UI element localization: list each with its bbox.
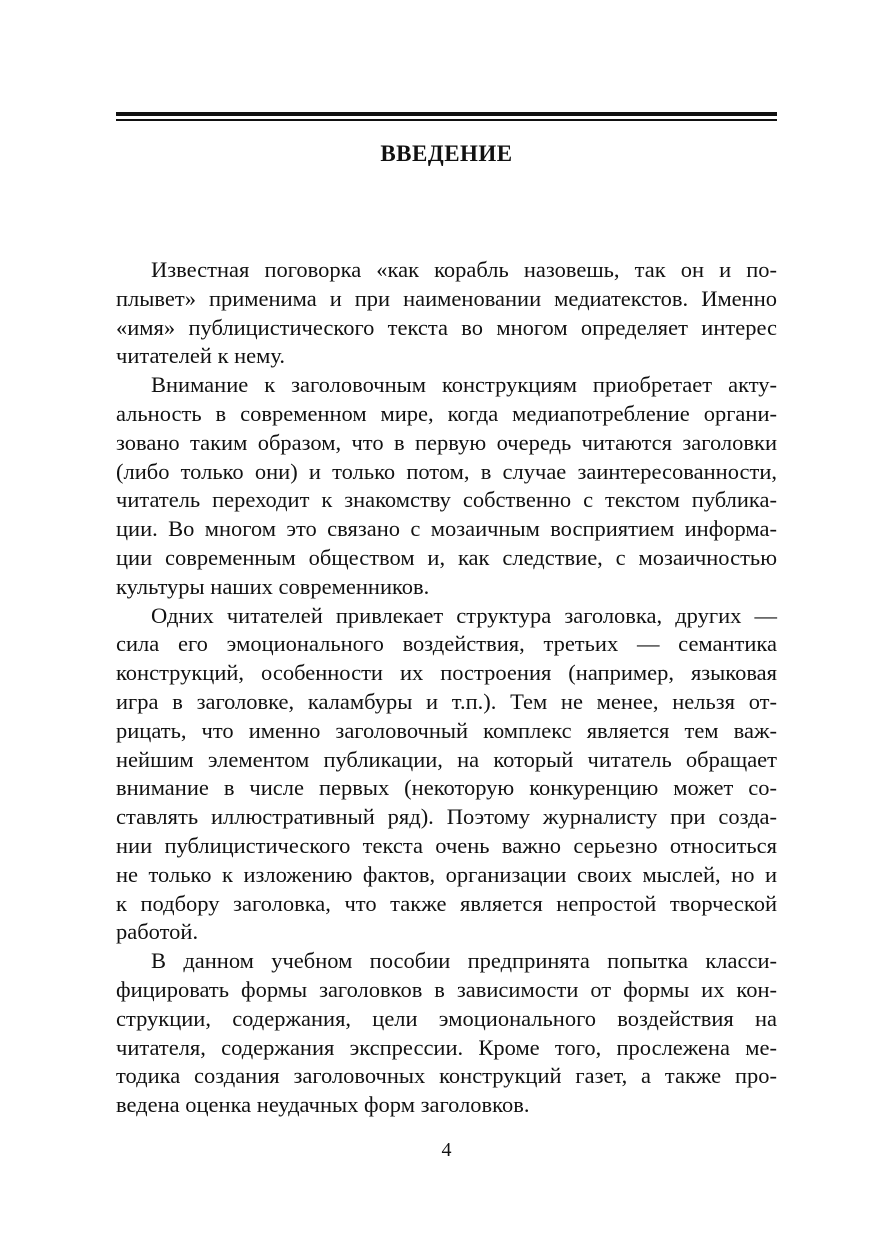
text-line: сила его эмоционального воздействия, третьих — семантика [116,631,777,657]
text-line: ведена оценка неудачных форм заголовков. [116,1092,530,1118]
text-line: не только к изложению фактов, организации своих мыслей, но и [116,861,777,887]
page-number: 4 [441,1139,452,1161]
text-line: читателя, содержания экспрессии. Кроме того, прослежена ме- [116,1034,777,1060]
text-line: тодика создания заголовочных конструкций газет, а также про- [116,1063,777,1089]
paragraph-4 [116,947,777,1120]
paragraph-1 [116,256,777,371]
text-line: читателей к нему. [116,343,286,369]
text-line: нейшим элементом публикации, на который читатель обращает [116,746,777,772]
text-line: Внимание к заголовочным конструкциям приобретает акту- [151,372,777,398]
header-rule-thick [116,112,777,116]
text-line: струкции, содержания, цели эмоционального воздействия на [116,1005,777,1031]
text-line: плывет» применима и при наименовании медиатекстов. Именно [116,285,777,311]
text-line: альность в современном мире, когда медиапотребление органи- [116,400,777,426]
text-line: игра в заголовке, каламбуры и т.п.). Тем не менее, нельзя от- [116,688,777,714]
text-line: Известная поговорка «как корабль назовешь, так он и по- [151,257,777,282]
text-line: конструкций, особенности их построения (например, языковая [116,660,777,686]
text-line: культуры наших современников. [116,573,430,599]
text-line: читатель переходит к знакомству собственно с текстом публика- [116,487,777,513]
text-line: Одних читателей привлекает структура заголовка, других — [151,602,777,628]
text-line: ции. Во многом это связано с мозаичным восприятием информа- [116,516,777,542]
text-line: (либо только они) и только потом, в случае заинтересованности, [116,458,777,484]
text-line: зовано таким образом, что в первую очередь читаются заголовки [116,429,777,455]
paragraph-2 [116,371,777,601]
text-line: к подбору заголовка, что также является непростой творческой [116,890,777,916]
text-line: фицировать формы заголовков в зависимости от формы их кон- [116,976,777,1002]
text-line: нии публицистического текста очень важно серьезно относиться [116,832,777,858]
text-line: внимание в числе первых (некоторую конкуренцию может со- [116,775,777,801]
text-line: «имя» публицистического текста во многом определяет интерес [116,314,777,340]
text-line: В данном учебном пособии предпринята попытка класси- [151,948,777,974]
header-rule-thin [116,119,777,121]
text-line: рицать, что именно заголовочный комплекс является тем важ- [116,717,777,743]
text-line: ставлять иллюстративный ряд). Поэтому журналисту при созда- [116,804,777,830]
text-line: работой. [116,919,199,945]
body-text [116,256,777,1120]
paragraph-3 [116,602,777,948]
text-line: ции современным обществом и, как следствие, с мозаичностью [116,544,777,570]
page-title: ВВЕДЕНИЕ [380,141,513,166]
